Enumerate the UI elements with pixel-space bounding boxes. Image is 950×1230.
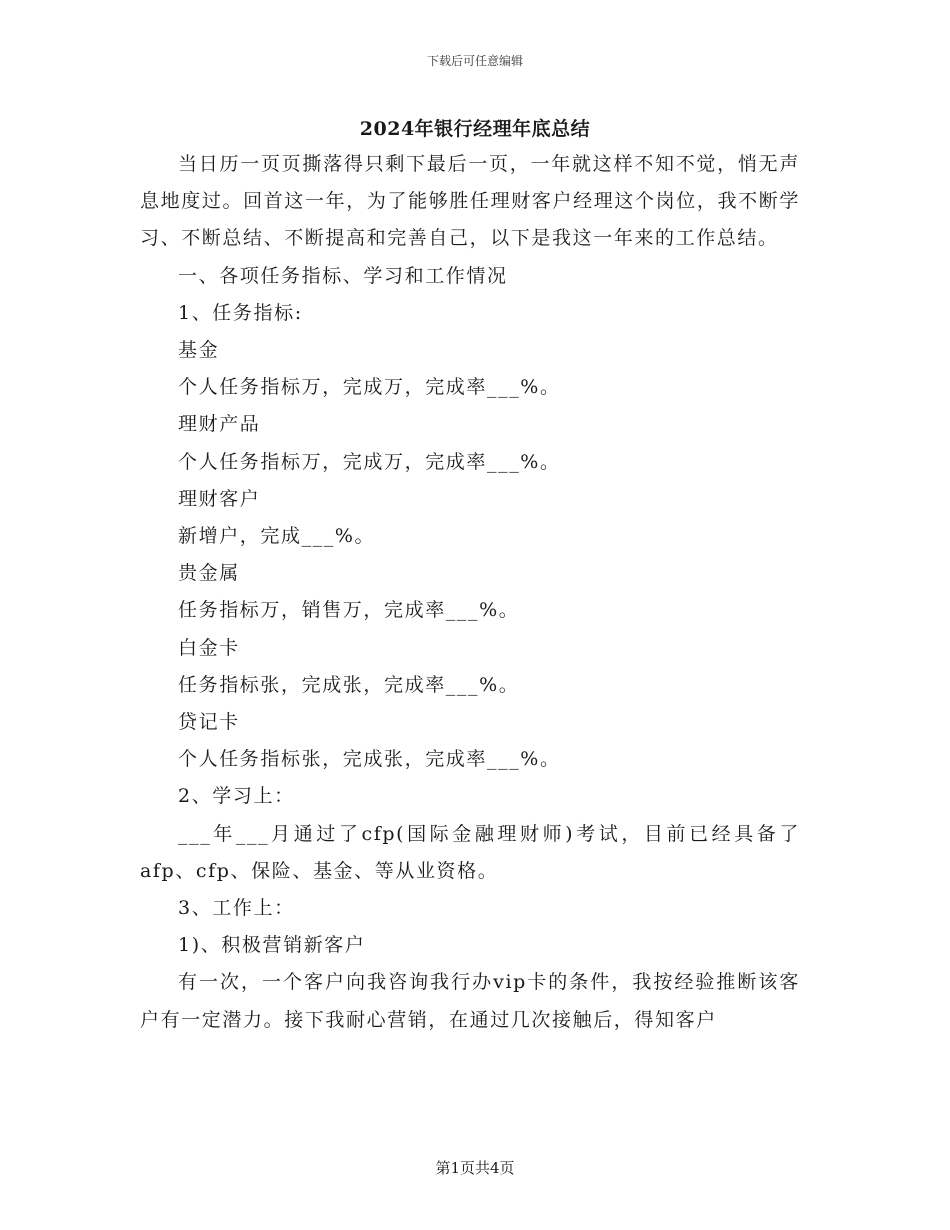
subsection-task-targets: 1、任务指标: (178, 301, 303, 324)
paragraph-intro: 当日历一页页撕落得只剩下最后一页，一年就这样不知不觉，悄无声息地度过。回首这一年，为了能够胜任理财客户经理这个岗位，我不断学习、不断总结、不断提高和完善自己，以下是我这一年来的工作总结。 (140, 153, 800, 250)
item-label-credit-card: 贷记卡 (178, 711, 240, 734)
subsection-work: 3、工作上： (178, 897, 295, 920)
item-detail-precious-metals: 任务指标万，销售万，完成率___%。 (178, 599, 520, 622)
document-body (140, 146, 800, 1039)
subsection-study: 2、学习上： (178, 785, 295, 808)
paragraph-new-clients: 有一次，一个客户向我咨询我行办vip卡的条件，我按经验推断该客户有一定潜力。接下我耐心营销，在通过几次接触后，得知客户 (140, 971, 800, 1031)
item-label-precious-metals: 贵金属 (178, 562, 240, 585)
item-detail-fund: 个人任务指标万，完成万，完成率___%。 (178, 376, 561, 399)
item-label-platinum-card: 白金卡 (178, 636, 240, 659)
item-label-wealth-products: 理财产品 (178, 413, 261, 436)
item-detail-wealth-products: 个人任务指标万，完成万，完成率___%。 (178, 450, 561, 473)
item-detail-platinum-card: 任务指标张，完成张，完成率___%。 (178, 673, 520, 696)
work-item-heading-1: 1)、积极营销新客户 (178, 934, 366, 957)
page-number: 第1页共4页 (435, 1159, 515, 1177)
item-label-fund: 基金 (178, 339, 220, 362)
item-label-wealth-clients: 理财客户 (178, 487, 261, 510)
document-title: 2024年银行经理年底总结 (359, 118, 591, 140)
section-heading-1: 一、各项任务指标、学习和工作情况 (178, 264, 508, 287)
page-header-note: 下载后可任意编辑 (426, 54, 523, 68)
item-detail-wealth-clients: 新增户，完成___%。 (178, 525, 376, 548)
item-detail-credit-card: 个人任务指标张，完成张，完成率___%。 (178, 748, 561, 771)
paragraph-study: ___年___月通过了cfp(国际金融理财师)考试，目前已经具备了afp、cfp、保险、基金、等从业资格。 (140, 822, 800, 882)
